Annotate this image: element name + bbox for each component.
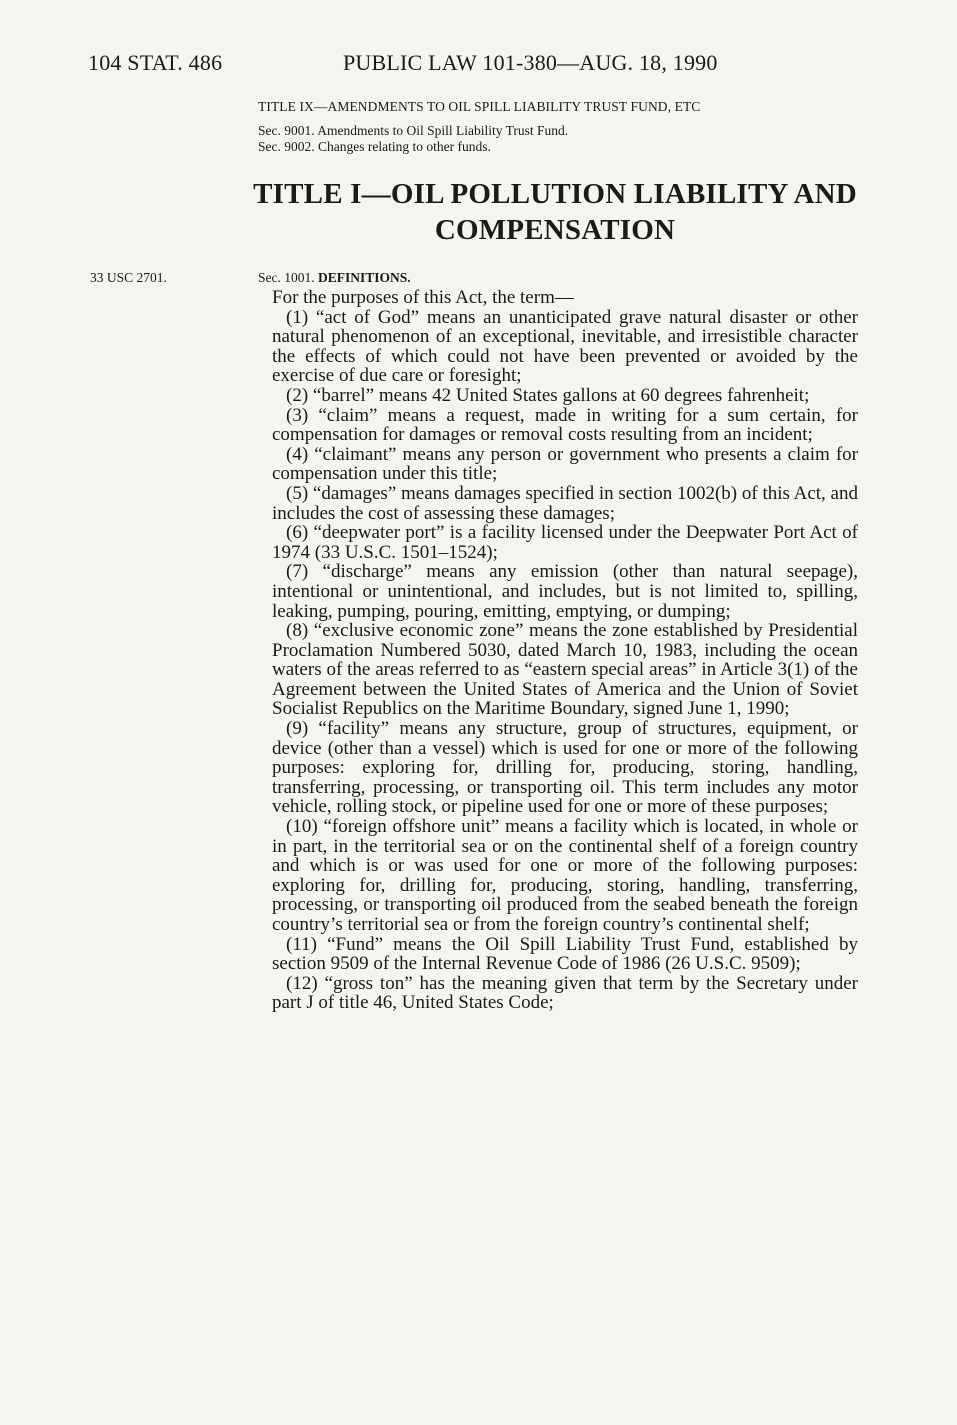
section-heading [258,270,411,286]
section-title: DEFINITIONS. [318,270,411,285]
public-law-citation: PUBLIC LAW 101-380—AUG. 18, 1990 [343,50,718,75]
stat-page-reference: 104 STAT. 486 [88,50,223,75]
definition-paragraph: (1) “act of God” means an unanticipated grave natural disaster or other natural phenomenon of an exceptional, inevitable, and irresistible character the effects of which could not have been prevented or avoided by the exercise of due care or foresight; [272,306,858,387]
definition-paragraph: (4) “claimant” means any person or government who presents a claim for compensation under this title; [272,443,858,485]
definition-paragraph: (8) “exclusive economic zone” means the zone established by Presidential Proclamation Numbered 5030, dated March 10, 1983, including the ocean waters of the areas referred to as “eastern special areas” in Article 3(1) of the Agreement between the United States of America and the Union of Soviet Socialist Republics on the Maritime Boundary, signed June 1, 1990; [272,620,858,720]
title-line-2: COMPENSATION [434,214,676,246]
definition-paragraph: (12) “gross ton” has the meaning given that term by the Secretary under part J of title 46, United States Code; [272,972,858,1014]
usc-margin-note: 33 USC 2701. [90,270,167,285]
definition-paragraph: (10) “foreign offshore unit” means a facility which is located, in whole or in part, in the territorial sea or on the continental shelf of a foreign country and which is or was used for one or more of the following purposes: exploring for, drilling for, producing, storing, handling, transferring, processing, or transporting oil produced from the seabed beneath the foreign country’s territorial sea or from the foreign country’s continental shelf; [272,816,858,935]
definition-paragraph: (9) “facility” means any structure, group of structures, equipment, or device (other than a vessel) which is used for one or more of the following purposes: exploring for, drilling for, producing, storing, handling, transferring, processing, or transporting oil. This term includes any motor vehicle, rolling stock, or pipeline used for one or more of these purposes; [272,718,858,818]
definition-paragraph: (2) “barrel” means 42 United States gallons at 60 degrees fahrenheit; [286,384,810,406]
definition-paragraph: (5) “damages” means damages specified in section 1002(b) of this Act, and includes the cost of assessing these damages; [272,482,858,524]
definition-paragraph: (7) “discharge” means any emission (other than natural seepage), intentional or unintentional, and includes, but is not limited to, spilling, leaking, pumping, pouring, emitting, emptying, or dumping; [272,561,858,622]
running-head [88,50,897,80]
definitions-body [272,288,858,1013]
title-line-1: TITLE I—OIL POLLUTION LIABILITY AND [253,178,857,210]
definition-paragraph: (3) “claim” means a request, made in writing for a sum certain, for compensation for damages or removal costs resulting from an incident; [272,404,858,446]
definition-paragraph: (6) “deepwater port” is a facility licensed under the Deepwater Port Act of 1974 (33 U.S.C. 1501–1524); [272,522,858,563]
definitions-intro: For the purposes of this Act, the term— [272,287,574,308]
section-number: Sec. 1001. [258,270,315,285]
definition-paragraph: (11) “Fund” means the Oil Spill Liability Trust Fund, established by section 9509 of the Internal Revenue Code of 1986 (26 U.S.C. 9509); [272,933,858,975]
toc-entry: Sec. 9001. Amendments to Oil Spill Liability Trust Fund. [258,123,569,138]
title-heading [200,176,910,248]
table-of-contents [258,99,878,155]
toc-entry: Sec. 9002. Changes relating to other funds. [258,139,491,154]
toc-title: TITLE IX—AMENDMENTS TO OIL SPILL LIABILITY TRUST FUND, ETC [258,99,701,114]
